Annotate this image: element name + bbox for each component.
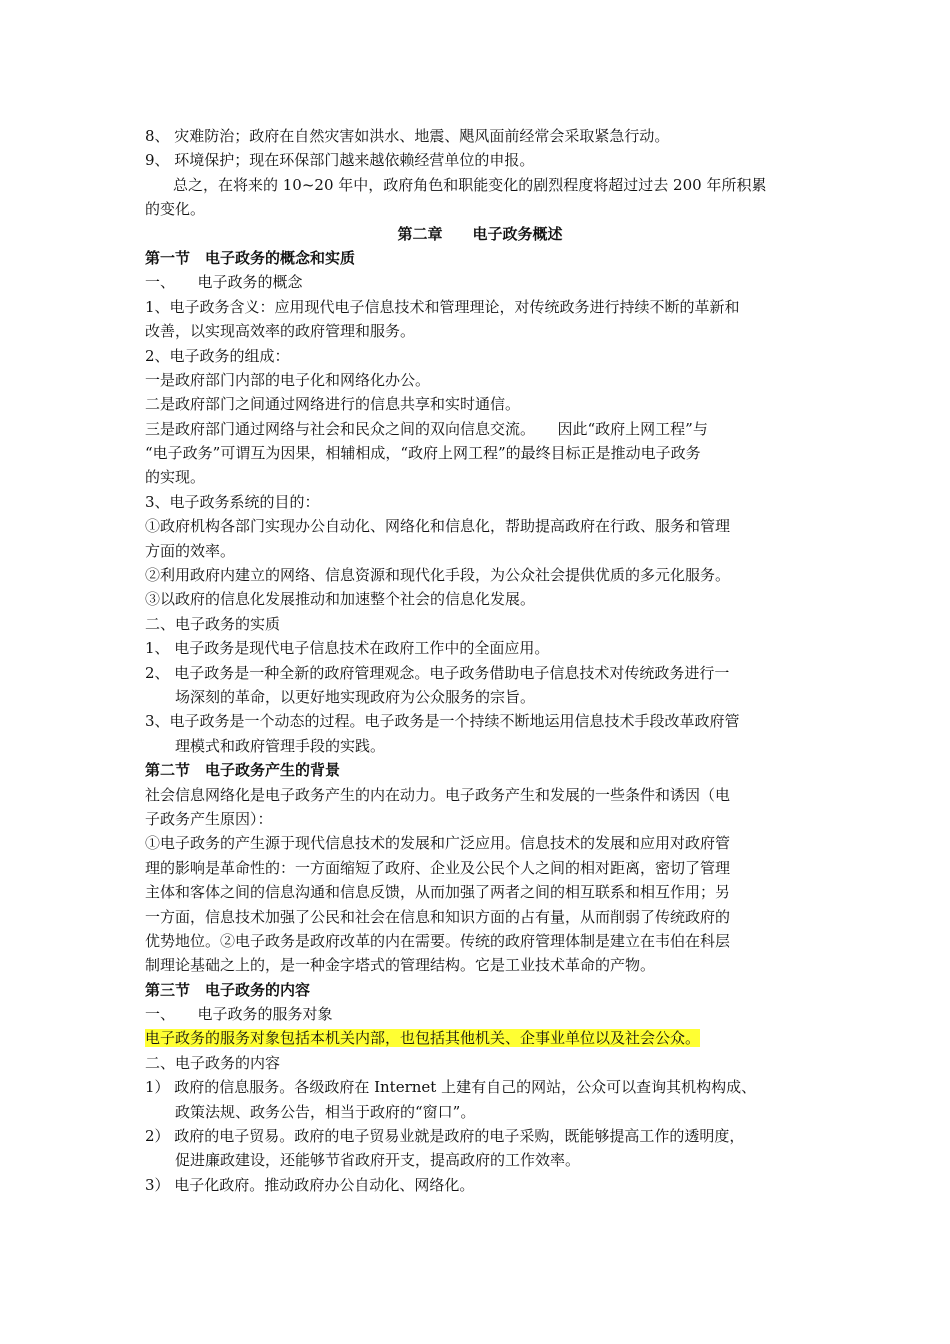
document-page — [145, 124, 815, 1197]
text-line: 总之，在将来的 10~20 年中，政府角色和职能变化的剧烈程度将超过过去 200 年所积累 — [173, 175, 767, 194]
subsection-heading: 一、 电子政务的概念 — [145, 273, 303, 292]
text-line: 制理论基础之上的，是一种金字塔式的管理结构。它是工业技术革命的产物。 — [145, 956, 656, 975]
text-line: 理的影响是革命性的：一方面缩短了政府、企业及公民个人之间的相对距离，密切了管理 — [145, 858, 731, 877]
chapter-heading: 第二章 电子政务概述 — [397, 224, 563, 243]
text-line: ①电子政务的产生源于现代信息技术的发展和广泛应用。信息技术的发展和应用对政府管 — [145, 834, 731, 853]
text-line: 主体和客体之间的信息沟通和信息反馈，从而加强了两者之间的相互联系和相互作用；另 — [145, 883, 731, 902]
section-heading: 第一节 电子政务的概念和实质 — [145, 248, 356, 267]
subsection-heading: 二、电子政务的内容 — [145, 1053, 281, 1072]
subsection-heading: 一、 电子政务的服务对象 — [145, 1005, 333, 1024]
text-line: 8、 灾难防治；政府在自然灾害如洪水、地震、飓风面前经常会采取紧急行动。 — [145, 127, 670, 145]
text-line: 方面的效率。 — [145, 541, 236, 560]
text-line: ②利用政府内建立的网络、信息资源和现代化手段，为公众社会提供优质的多元化服务。 — [145, 566, 731, 585]
text-line: 1、电子政务含义：应用现代电子信息技术和管理理论，对传统政务进行持续不断的革新和 — [145, 297, 740, 316]
text-line: 子政务产生原因）： — [145, 809, 273, 828]
text-line: 一方面，信息技术加强了公民和社会在信息和知识方面的占有量，从而削弱了传统政府的 — [145, 907, 731, 926]
text-line: 优势地位。②电子政务是政府改革的内在需要。传统的政府管理体制是建立在韦伯在科层 — [145, 931, 731, 950]
section-heading: 第三节 电子政务的内容 — [145, 980, 311, 999]
highlight-text: 电子政务的服务对象包括本机关内部，也包括其他机关、企事业单位以及社会公众。 — [145, 1029, 701, 1048]
text-line: 3、电子政务是一个动态的过程。电子政务是一个持续不断地运用信息技术手段改革政府管 — [145, 712, 740, 731]
text-line: 2、电子政务的组成： — [145, 346, 290, 365]
section-heading: 第二节 电子政务产生的背景 — [145, 761, 341, 780]
text-line: 9、 环境保护；现在环保部门越来越依赖经营单位的申报。 — [145, 151, 535, 170]
text-line: 3） 电子化政府。推动政府办公自动化、网络化。 — [145, 1175, 475, 1194]
text-line: 理模式和政府管理手段的实践。 — [175, 736, 386, 755]
text-line: 场深刻的革命，以更好地实现政府为公众服务的宗旨。 — [175, 687, 536, 706]
text-line: 1、 电子政务是现代电子信息技术在政府工作中的全面应用。 — [145, 639, 550, 658]
text-line: 1） 政府的信息服务。各级政府在 Internet 上建有自己的网站，公众可以查询其机构构成、 — [145, 1078, 757, 1097]
highlighted-line — [145, 1026, 815, 1050]
text-line: 的变化。 — [145, 200, 206, 219]
text-line: “电子政务”可谓互为因果，相辅相成，“政府上网工程”的最终目标正是推动电子政务 — [145, 444, 701, 463]
text-line: ③以政府的信息化发展推动和加速整个社会的信息化发展。 — [145, 590, 536, 609]
text-line: 三是政府部门通过网络与社会和民众之间的双向信息交流。 因此“政府上网工程”与 — [145, 419, 708, 438]
text-line: 政策法规、政务公告，相当于政府的“窗口”。 — [175, 1102, 476, 1121]
text-line: 改善，以实现高效率的政府管理和服务。 — [145, 322, 416, 341]
text-line: 的实现。 — [145, 468, 206, 487]
text-line: 一是政府部门内部的电子化和网络化办公。 — [145, 370, 431, 389]
text-line: 2、 电子政务是一种全新的政府管理观念。电子政务借助电子信息技术对传统政务进行一 — [145, 663, 730, 682]
text-line: 3、电子政务系统的目的： — [145, 492, 320, 511]
text-line: ①政府机构各部门实现办公自动化、网络化和信息化，帮助提高政府在行政、服务和管理 — [145, 517, 731, 536]
subsection-heading: 二、电子政务的实质 — [145, 614, 281, 633]
text-line: 2） 政府的电子贸易。政府的电子贸易业就是政府的电子采购，既能够提高工作的透明度， — [145, 1127, 745, 1146]
text-line: 社会信息网络化是电子政务产生的内在动力。电子政务产生和发展的一些条件和诱因（电 — [145, 785, 731, 804]
text-line: 促进廉政建设，还能够节省政府开支，提高政府的工作效率。 — [175, 1151, 581, 1170]
text-line: 二是政府部门之间通过网络进行的信息共享和实时通信。 — [145, 395, 521, 414]
